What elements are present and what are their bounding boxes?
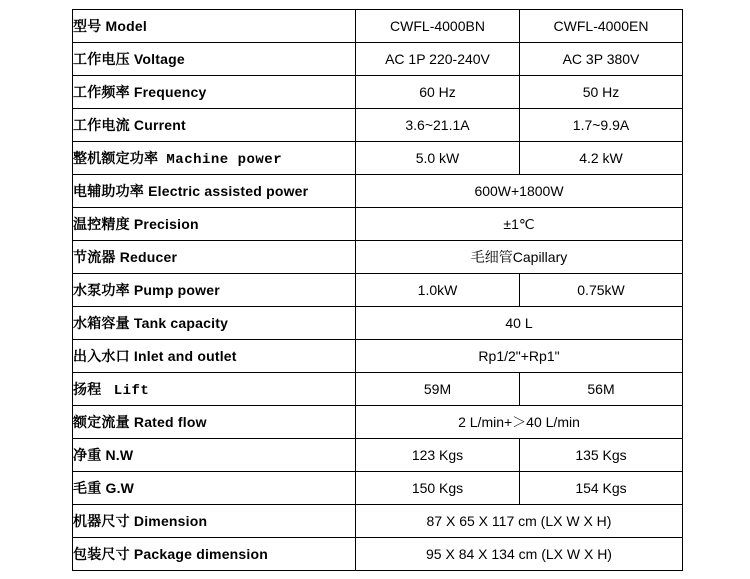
- row-value: 1.0kW: [356, 274, 520, 307]
- row-value: CWFL-4000BN: [356, 10, 520, 43]
- row-value: 3.6~21.1A: [356, 109, 520, 142]
- row-label: 毛重 G.W: [73, 472, 356, 505]
- row-value: 40 L: [356, 307, 683, 340]
- row-value: 135 Kgs: [520, 439, 683, 472]
- table-row: [73, 109, 683, 142]
- row-value: 56M: [520, 373, 683, 406]
- row-label: 包装尺寸 Package dimension: [73, 538, 356, 571]
- table-row: [73, 439, 683, 472]
- row-label: 电辅助功率 Electric assisted power: [73, 175, 356, 208]
- table-row: [73, 505, 683, 538]
- row-value: 600W+1800W: [356, 175, 683, 208]
- row-value: ±1℃: [356, 208, 683, 241]
- row-value: 59M: [356, 373, 520, 406]
- row-label-en: Machine power: [166, 152, 283, 168]
- table-row: [73, 538, 683, 571]
- row-label-cn: 整机额定功率: [73, 150, 159, 166]
- row-value: 95 X 84 X 134 cm (LX W X H): [356, 538, 683, 571]
- row-label-cn: 扬程: [73, 381, 102, 397]
- table-row: [73, 241, 683, 274]
- table-row: [73, 10, 683, 43]
- row-value: AC 1P 220-240V: [356, 43, 520, 76]
- row-label: 水泵功率 Pump power: [73, 274, 356, 307]
- row-label: [73, 142, 356, 175]
- row-value: 154 Kgs: [520, 472, 683, 505]
- table-row: [73, 274, 683, 307]
- row-label: 工作频率 Frequency: [73, 76, 356, 109]
- table-row: [73, 373, 683, 406]
- row-value: 87 X 65 X 117 cm (LX W X H): [356, 505, 683, 538]
- table-row: [73, 406, 683, 439]
- row-value: 1.7~9.9A: [520, 109, 683, 142]
- table-row: [73, 175, 683, 208]
- row-label: 型号 Model: [73, 10, 356, 43]
- table-row: [73, 142, 683, 175]
- row-value: 60 Hz: [356, 76, 520, 109]
- row-value: 150 Kgs: [356, 472, 520, 505]
- row-label: 机器尺寸 Dimension: [73, 505, 356, 538]
- row-label: 净重 N.W: [73, 439, 356, 472]
- row-value: 50 Hz: [520, 76, 683, 109]
- table-row: [73, 76, 683, 109]
- row-label: 工作电流 Current: [73, 109, 356, 142]
- row-label: 节流器 Reducer: [73, 241, 356, 274]
- row-value: CWFL-4000EN: [520, 10, 683, 43]
- row-value: AC 3P 380V: [520, 43, 683, 76]
- row-value: Rp1/2"+Rp1": [356, 340, 683, 373]
- row-value: 4.2 kW: [520, 142, 683, 175]
- spec-table: [72, 9, 683, 571]
- table-row: [73, 208, 683, 241]
- row-value: 0.75kW: [520, 274, 683, 307]
- row-value: 2 L/min+＞40 L/min: [356, 406, 683, 439]
- row-label: 出入水口 Inlet and outlet: [73, 340, 356, 373]
- row-label-en: Lift: [113, 383, 150, 399]
- row-value: 毛细管Capillary: [356, 241, 683, 274]
- row-label: 水箱容量 Tank capacity: [73, 307, 356, 340]
- row-value: 123 Kgs: [356, 439, 520, 472]
- row-label: 工作电压 Voltage: [73, 43, 356, 76]
- table-row: [73, 307, 683, 340]
- row-value: 5.0 kW: [356, 142, 520, 175]
- table-row: [73, 472, 683, 505]
- row-label: [73, 373, 356, 406]
- table-row: [73, 43, 683, 76]
- table-row: [73, 340, 683, 373]
- row-label: 温控精度 Precision: [73, 208, 356, 241]
- row-label: 额定流量 Rated flow: [73, 406, 356, 439]
